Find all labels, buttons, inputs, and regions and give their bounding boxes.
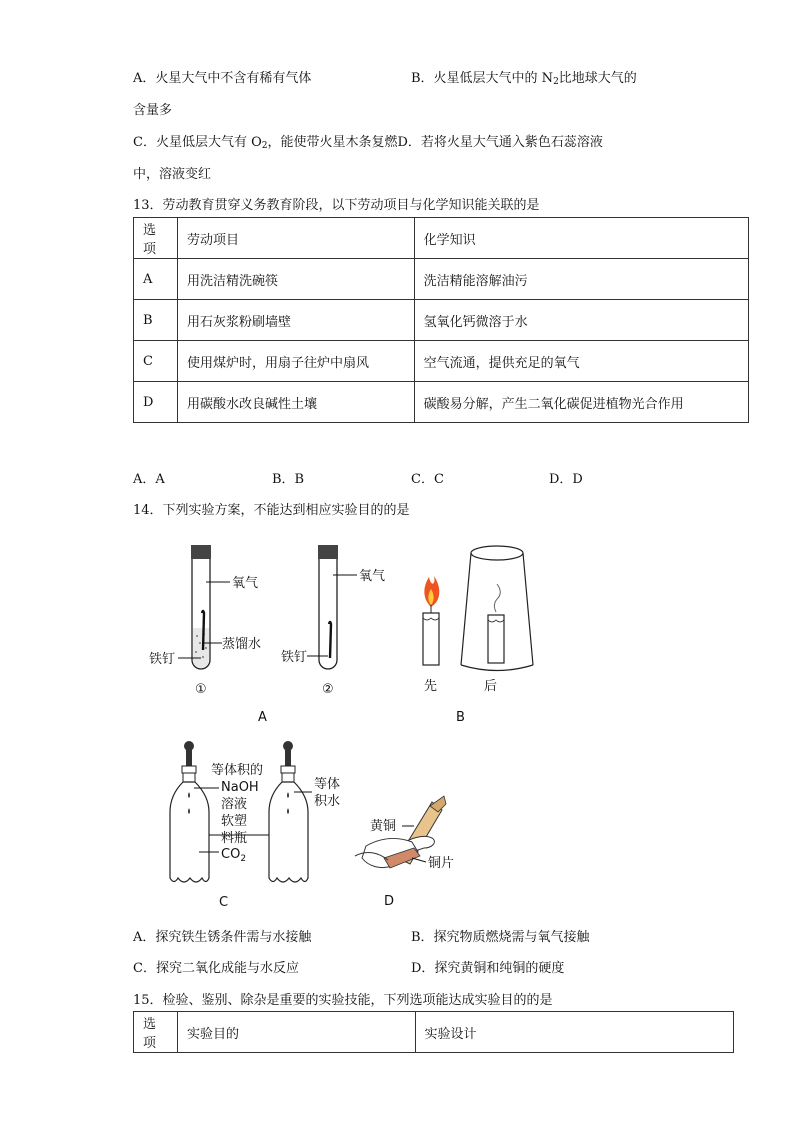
bottle-left-label-line-2: NaOH xyxy=(221,780,259,795)
label-nail-2: 铁钉 xyxy=(281,650,308,665)
bottle-right-label-line-1: 等体 xyxy=(314,777,341,792)
q15-stem: 15．检验、鉴别、除杂是重要的实验技能，下列选项能达成实验目的的是 xyxy=(133,993,553,1008)
table-header-cell: 实验目的 xyxy=(177,1012,415,1053)
q12-option-d: D．若将火星大气通入紫色石蕊溶液 xyxy=(397,135,603,150)
bottle-right-label-line-2: 积水 xyxy=(314,794,341,809)
label-distilled-water: 蒸馏水 xyxy=(222,637,262,652)
table-cell: 氢氧化钙微溶于水 xyxy=(414,300,748,341)
figure-d xyxy=(355,796,454,909)
q14-option-d: D．探究黄铜和纯铜的硬度 xyxy=(411,961,565,976)
table-cell: D xyxy=(134,382,178,423)
figure-b xyxy=(423,546,533,725)
figure-c xyxy=(170,741,340,910)
table-header-row xyxy=(134,1012,734,1053)
bottle-right-icon xyxy=(269,741,308,882)
table-cell: A xyxy=(134,259,178,300)
q12-option-b-sub: 2 xyxy=(553,77,559,87)
covered-candle-icon xyxy=(461,546,533,671)
q13-option-d: D．D xyxy=(549,472,583,487)
bottle-left-label-line-3: 溶液 xyxy=(221,797,248,812)
test-tube-2-icon xyxy=(318,545,338,669)
bottle-left-icon xyxy=(170,741,209,882)
q12-option-c-text2: ，能使带火星木条复燃 xyxy=(267,135,398,150)
q13-option-a: A．A xyxy=(133,472,165,487)
figure-a-caption: A xyxy=(258,710,267,725)
q13-option-c: C．C xyxy=(411,472,444,487)
table-cell: 用碳酸水改良碱性土壤 xyxy=(177,382,414,423)
test-tube-1-icon xyxy=(191,545,211,669)
label-oxygen-2: 氧气 xyxy=(359,569,386,584)
q14-stem: 14．下列实验方案，不能达到相应实验目的的是 xyxy=(133,503,410,518)
table-cell: 用洗洁精洗碗筷 xyxy=(177,259,414,300)
label-tube-2: ② xyxy=(322,682,334,697)
q12-option-b-continued: 含量多 xyxy=(133,103,173,118)
figure-a xyxy=(149,545,385,725)
q15-table xyxy=(133,1011,734,1053)
bottle-left-label-line-1: 等体积的 xyxy=(211,763,264,778)
table-header-cell: 劳动项目 xyxy=(177,218,414,259)
label-tube-1: ① xyxy=(195,682,207,697)
q12-option-c-text: C．火星低层大气有 O xyxy=(133,135,262,150)
q14-option-b: B．探究物质燃烧需与氧气接触 xyxy=(411,930,590,945)
table-header-cell: 化学知识 xyxy=(414,218,748,259)
table-cell: 空气流通，提供充足的氧气 xyxy=(414,341,748,382)
q12-option-b-text: B．火星低层大气中的 N xyxy=(411,71,554,86)
bottle-left-label-line-6: $CO_2$ xyxy=(221,847,247,864)
figure-d-caption: D xyxy=(384,894,395,909)
q14-option-c: C．探究二氧化成能与水反应 xyxy=(133,961,299,976)
lit-candle-icon xyxy=(423,576,439,665)
label-copper-sheet: 铜片 xyxy=(428,856,455,871)
q13-stem: 13．劳动教育贯穿义务教育阶段，以下劳动项目与化学知识能关联的是 xyxy=(133,198,540,213)
figure-b-caption: B xyxy=(456,710,465,725)
table-cell: 用石灰浆粉刷墙壁 xyxy=(177,300,414,341)
label-nail-1: 铁钉 xyxy=(149,652,176,667)
figure-c-caption: C xyxy=(219,895,229,910)
q12-option-a: A．火星大气中不含有稀有气体 xyxy=(133,71,312,86)
table-cell: B xyxy=(134,300,178,341)
label-brass: 黄铜 xyxy=(370,819,397,834)
table-cell: 使用煤炉时，用扇子往炉中扇风 xyxy=(177,341,414,382)
table-cell: C xyxy=(134,341,178,382)
table-header-cell: 选项 xyxy=(134,1012,178,1053)
q13-option-b: B．B xyxy=(272,472,305,487)
q14-option-a: A．探究铁生锈条件需与水接触 xyxy=(133,930,312,945)
label-after: 后 xyxy=(484,679,498,694)
label-before: 先 xyxy=(424,679,438,694)
q12-option-b-text2: 比地球大气的 xyxy=(558,71,637,86)
table-header-cell: 选项 xyxy=(134,218,178,259)
q12-option-d-continued: 中，溶液变红 xyxy=(133,167,212,182)
label-oxygen-1: 氧气 xyxy=(232,576,259,591)
bottle-left-label-line-5: 料瓶 xyxy=(221,831,248,846)
table-header-cell: 实验设计 xyxy=(415,1012,733,1053)
bottle-left-label-line-4: 软塑 xyxy=(221,814,248,829)
q12-option-c-sub: 2 xyxy=(261,141,268,151)
table-cell: 碳酸易分解，产生二氧化碳促进植物光合作用 xyxy=(414,382,748,423)
table-cell: 洗洁精能溶解油污 xyxy=(414,259,748,300)
